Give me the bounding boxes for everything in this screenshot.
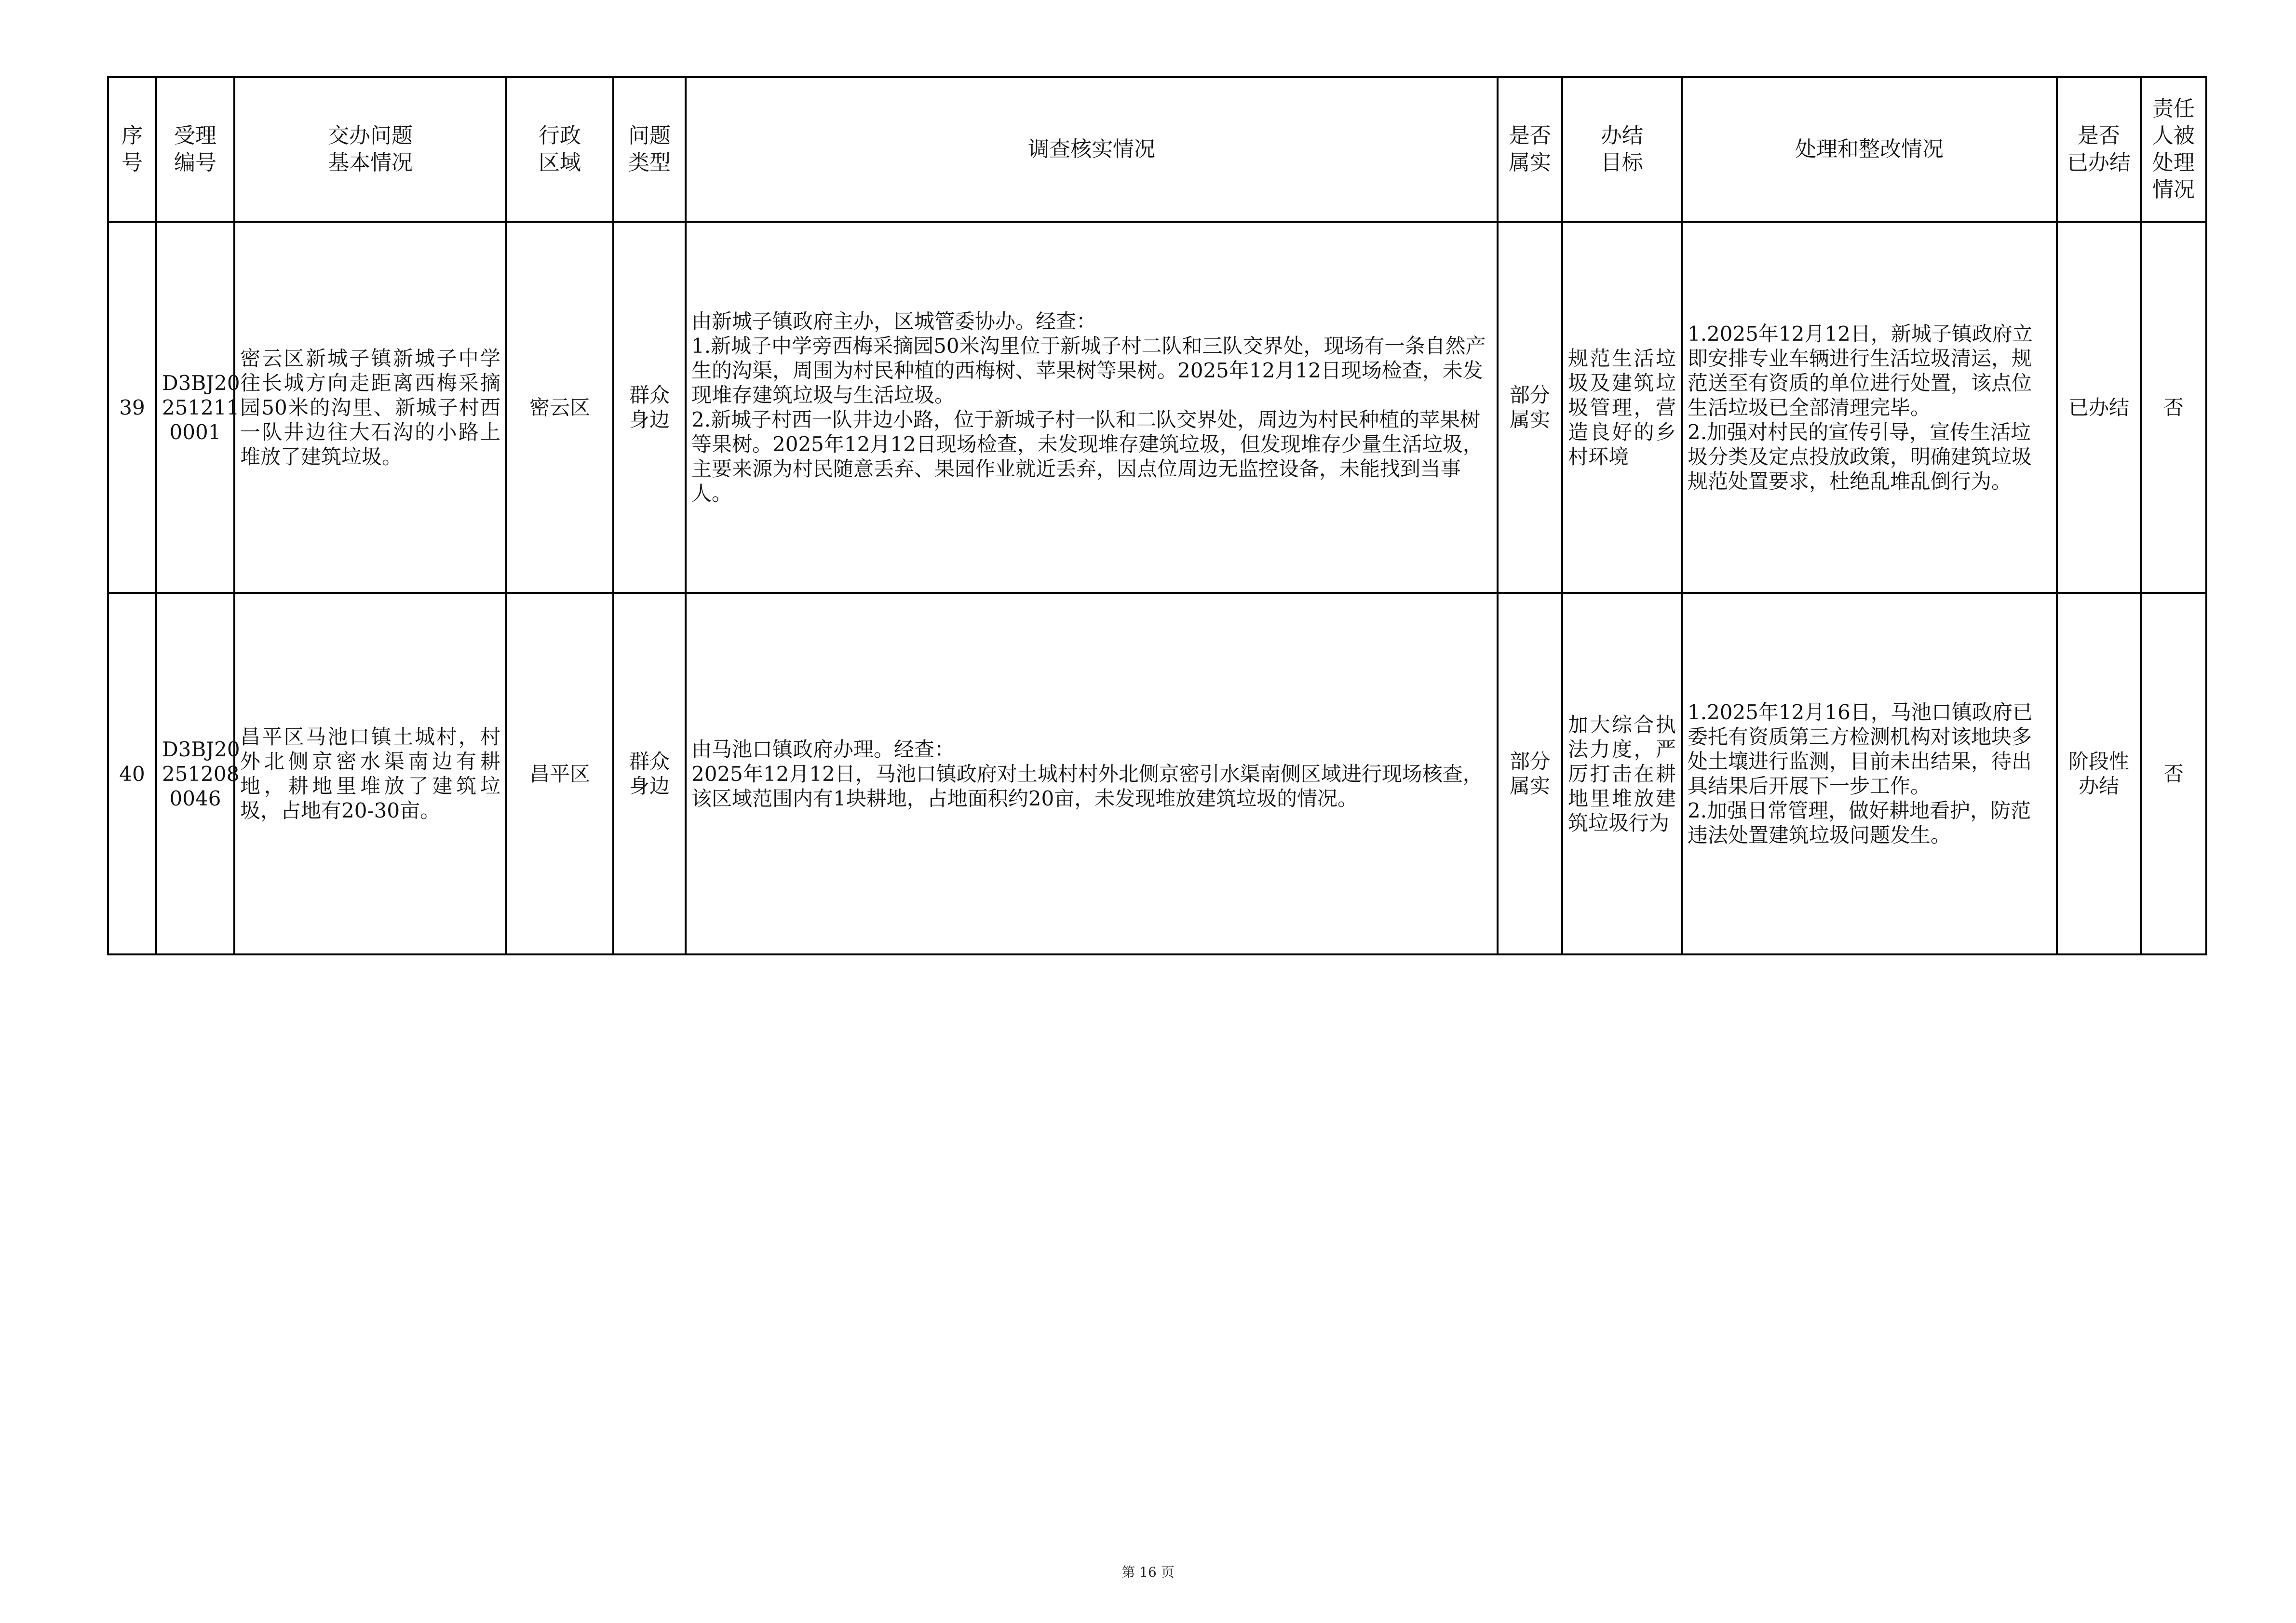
cell-type: 群众 身边 [613, 222, 686, 593]
cell-target: 规范生活垃圾及建筑垃圾管理，营造良好的乡村环境 [1562, 222, 1682, 593]
header-accountability: 责任 人被 处理 情况 [2141, 77, 2206, 222]
cell-issue: 昌平区马池口镇土城村，村外北侧京密水渠南边有耕地，耕地里堆放了建筑垃圾，占地有20-30亩。 [234, 593, 506, 954]
cell-completed: 阶段性 办结 [2057, 593, 2141, 954]
header-type: 问题 类型 [613, 77, 686, 222]
cell-receipt-no: D3BJ20 251211 0001 [156, 222, 234, 593]
cell-verified: 部分 属实 [1498, 593, 1562, 954]
cell-handling: 1.2025年12月12日，新城子镇政府立即安排专业车辆进行生活垃圾清运，规范送至有资质的单位进行处置，该点位生活垃圾已全部清理完毕。 2.加强对村民的宣传引导，宣传生活垃圾分类及定点投放政策，明确建筑垃圾规范处置要求，杜绝乱堆乱倒行为。 [1682, 222, 2057, 593]
header-seq: 序 号 [108, 77, 156, 222]
cell-investigation: 由新城子镇政府主办，区城管委协办。经查： 1.新城子中学旁西梅采摘园50米沟里位于新城子村二队和三队交界处，现场有一条自然产生的沟渠，周围为村民种植的西梅树、苹果树等果树。2025年12月12日现场检查，未发现堆存建筑垃圾与生活垃圾。 2.新城子村西一队井边小路，位于新城子村一队和二队交界处，周边为村民种植的苹果树等果树。2025年12月12日现场检查，未发现堆存建筑垃圾，但发现堆存少量生活垃圾，主要来源为村民随意丢弃、果园作业就近丢弃，因点位周边无监控设备，未能找到当事人。 [686, 222, 1498, 593]
issue-table [107, 76, 2207, 955]
header-district: 行政 区域 [506, 77, 613, 222]
header-row [108, 77, 2206, 222]
header-investigation: 调查核实情况 [686, 77, 1498, 222]
cell-issue: 密云区新城子镇新城子中学往长城方向走距离西梅采摘园50米的沟里、新城子村西一队井边往大石沟的小路上堆放了建筑垃圾。 [234, 222, 506, 593]
report-sheet [107, 76, 2205, 953]
cell-investigation: 由马池口镇政府办理。经查： 2025年12月12日，马池口镇政府对土城村村外北侧京密引水渠南侧区域进行现场核查，该区域范围内有1块耕地，占地面积约20亩，未发现堆放建筑垃圾的情况。 [686, 593, 1498, 954]
cell-accountability: 否 [2141, 222, 2206, 593]
header-handling: 处理和整改情况 [1682, 77, 2057, 222]
table-row [108, 593, 2206, 954]
cell-seq: 40 [108, 593, 156, 954]
cell-completed: 已办结 [2057, 222, 2141, 593]
cell-seq: 39 [108, 222, 156, 593]
cell-accountability: 否 [2141, 593, 2206, 954]
header-receipt-no: 受理 编号 [156, 77, 234, 222]
cell-district: 密云区 [506, 222, 613, 593]
table-row [108, 222, 2206, 593]
header-verified: 是否 属实 [1498, 77, 1562, 222]
page-number: 第 16 页 [1121, 1564, 1175, 1580]
cell-verified: 部分 属实 [1498, 222, 1562, 593]
cell-handling: 1.2025年12月16日，马池口镇政府已委托有资质第三方检测机构对该地块多处土壤进行监测，目前未出结果，待出具结果后开展下一步工作。 2.加强日常管理，做好耕地看护，防范违法处置建筑垃圾问题发生。 [1682, 593, 2057, 954]
header-completed: 是否 已办结 [2057, 77, 2141, 222]
cell-district: 昌平区 [506, 593, 613, 954]
cell-type: 群众 身边 [613, 593, 686, 954]
header-target: 办结 目标 [1562, 77, 1682, 222]
cell-target: 加大综合执法力度，严厉打击在耕地里堆放建筑垃圾行为 [1562, 593, 1682, 954]
cell-receipt-no: D3BJ20 251208 0046 [156, 593, 234, 954]
header-issue: 交办问题 基本情况 [234, 77, 506, 222]
